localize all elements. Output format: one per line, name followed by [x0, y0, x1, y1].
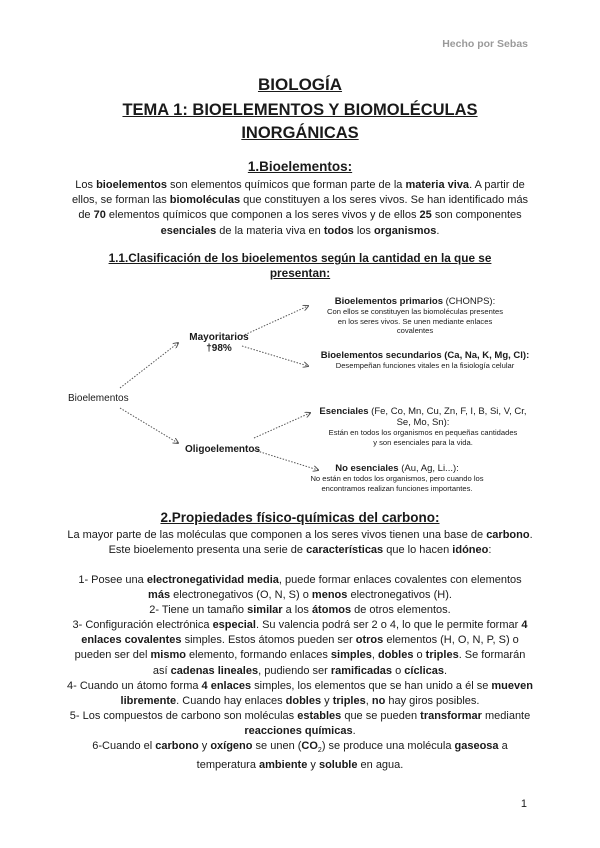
arrow-oligo-esenciales [254, 413, 310, 438]
mayoritarios-label: Mayoritarios †98% [189, 332, 249, 354]
secundarios-node: Bioelementos secundarios (Ca, Na, K, Mg, Cl): Desempeñan funciones vitales en la fisiología celular [320, 350, 530, 370]
section1-heading: 1.Bioelementos: [247, 159, 353, 174]
primarios-node: Bioelementos primarios (CHONPS): Con ellos se constituyen las biomoléculas presentes en los seres vivos. Se unen mediante enlaces covalentes [326, 296, 504, 335]
property-4: 4- Cuando un átomo forma 4 enlaces simples, los elementos que se han unido a él se mueven libremente. Cuando hay enlaces dobles y triples, no hay giros posibles. [67, 680, 533, 708]
property-2: 2- Tiene un tamaño similar a los átomos de otros elementos. [149, 604, 451, 616]
section1-paragraph: Los bioelementos son elementos químicos que forman parte de la materia viva. A partir de ellos, se forman las biomoléculas que constituyen a los seres vivos. Se han identificado más de 70 elementos químicos que componen a los seres vivos y de ellos 25 son componentes esenciales de la materia viva en todos los organismos. [71, 179, 529, 237]
property-5: 5- Los compuestos de carbono son moléculas estables que se pueden transformar mediante reacciones químicas. [69, 710, 531, 738]
noesenciales-node: No esenciales (Au, Ag, Li...): No están en todos los organismos, pero cuando los encontramos realizan funciones importantes. [310, 463, 484, 493]
esenciales-node: Esenciales (Fe, Co, Mn, Cu, Zn, F, I, B, Si, V, Cr, Se, Mo, Sn): Están en todos los organismos en pequeñas cantidades y son esenciales para la vida. [319, 406, 527, 447]
section2-intro: La mayor parte de las moléculas que componen a los seres vivos tienen una base de carbono. Este bioelemento presenta una serie de características que lo hacen idóneo: [67, 529, 533, 557]
property-3: 3- Configuración electrónica especial. Su valencia podrá ser 2 o 4, lo que le permite formar 4 enlaces covalentes simples. Estos átomos pueden ser otros elementos (H, O, N, P, S) o pueden ser del mismo elemento, formando enlaces simples, dobles o triples. Se formarán así cadenas lineales, pudiendo ser ramificadas o cíclicas. [72, 619, 528, 677]
arrow-root-mayoritarios [120, 343, 178, 388]
classification-diagram [60, 288, 540, 498]
section2-heading: 2.Propiedades físico-químicas del carbono: [160, 510, 440, 525]
author-note: Hecho por Sebas [442, 38, 528, 50]
document-subtitle: TEMA 1: BIOELEMENTOS Y BIOMOLÉCULAS INORGÁNICAS [122, 101, 478, 142]
page-number: 1 [520, 798, 527, 810]
document-title: BIOLOGÍA [257, 75, 343, 94]
property-1: 1- Posee una electronegatividad media, puede formar enlaces covalentes con elementos más electronegativos (O, N, S) o menos electronegativos (H). [78, 574, 522, 602]
diagram-root-label: Bioelementos [68, 393, 129, 404]
oligoelementos-label: Oligoelementos [185, 444, 261, 455]
property-6: 6-Cuando el carbono y oxígeno se unen $(CO_2)$ se produce una molécula gaseosa a temperatura ambiente y soluble en agua. [92, 740, 508, 772]
section11-heading: 1.1.Clasificación de los bioelementos según la cantidad en la que se presentan: [108, 251, 492, 280]
arrow-root-oligoelementos [120, 408, 178, 443]
